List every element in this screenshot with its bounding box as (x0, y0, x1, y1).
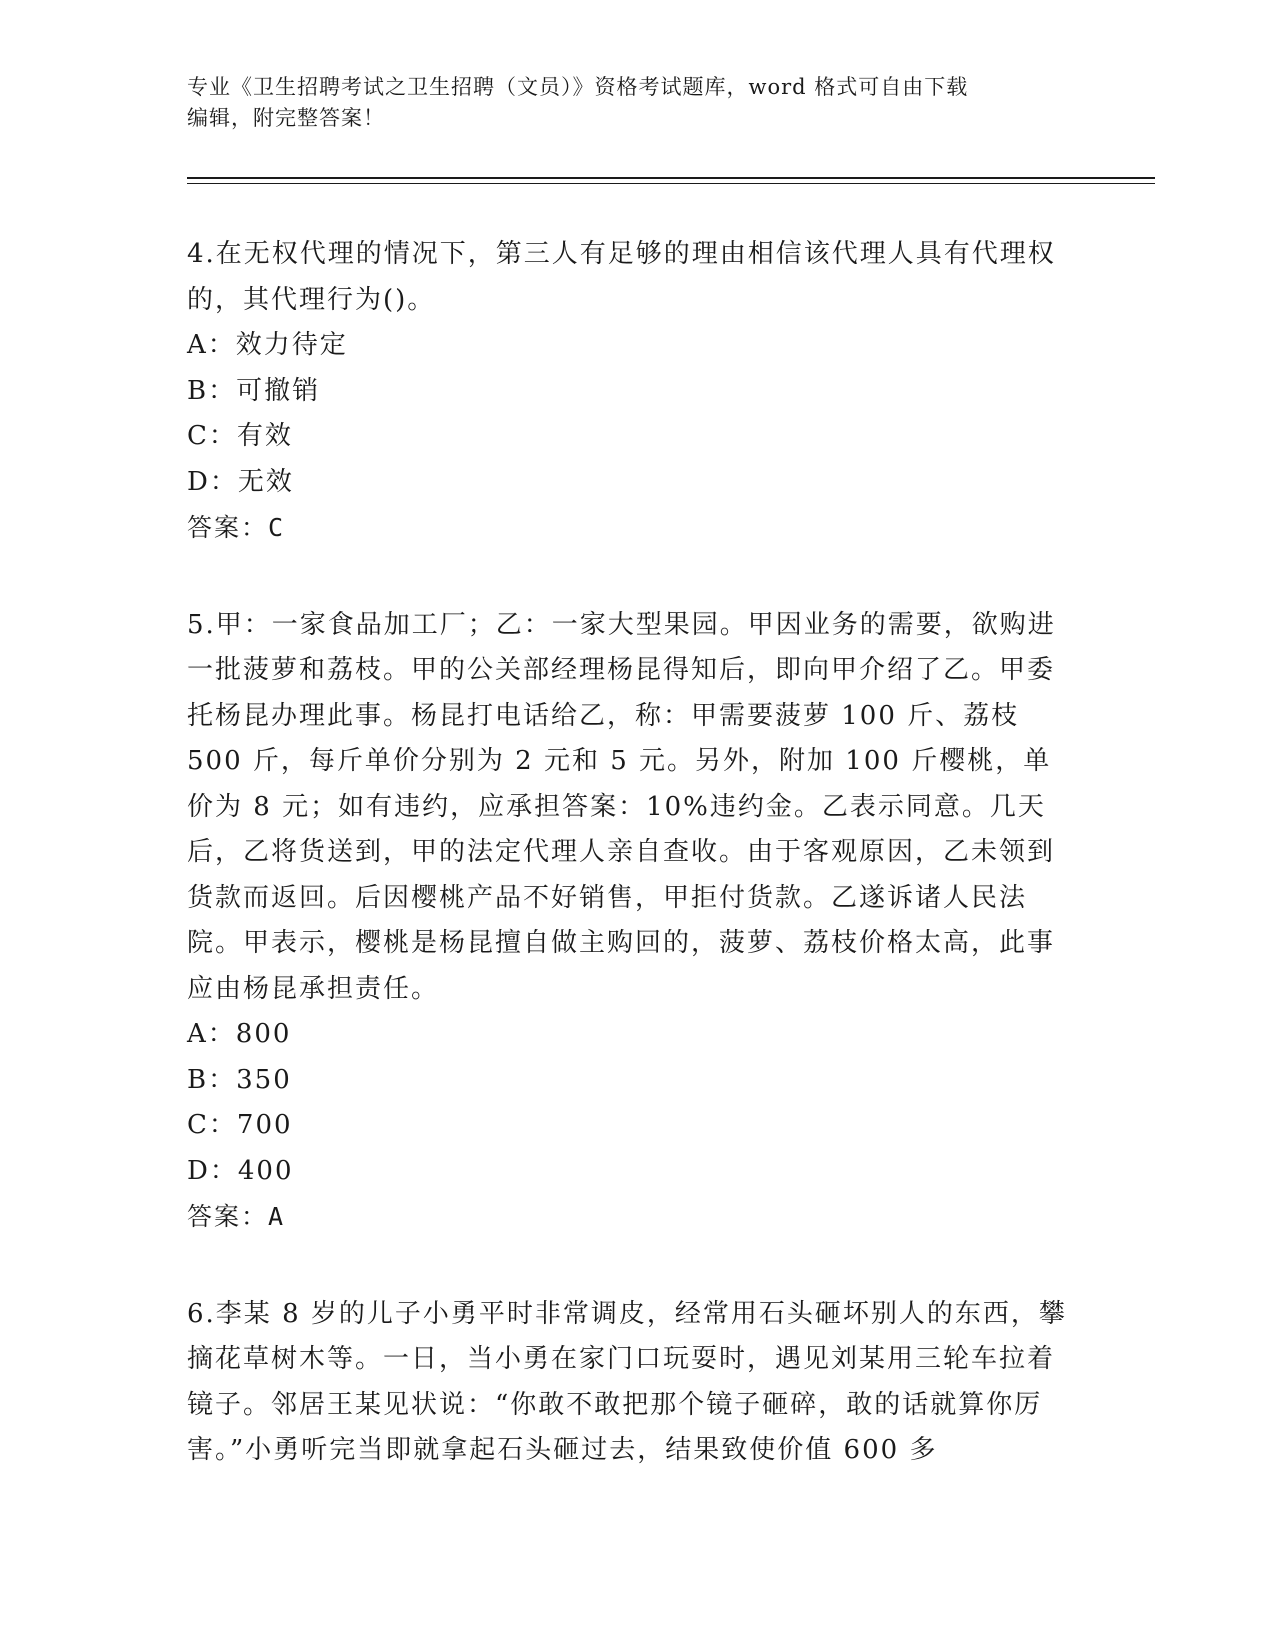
option-letter: B： (187, 1064, 237, 1095)
answer-line (187, 1194, 1067, 1240)
option-d (187, 1149, 1067, 1195)
header-divider-thin (187, 183, 1155, 184)
option-a (187, 1012, 1067, 1058)
answer-line (187, 505, 1067, 551)
answer-label: 答案： (187, 513, 269, 542)
header-line-2: 编辑，附完整答案！ (187, 106, 385, 130)
option-text: 400 (237, 1155, 294, 1186)
option-text: 有效 (236, 421, 293, 451)
option-letter: D： (187, 1155, 238, 1186)
option-c (187, 414, 1067, 460)
option-text: 700 (236, 1110, 293, 1140)
answer-label: 答案： (187, 1202, 269, 1231)
option-b (187, 369, 1067, 415)
option-text: 350 (236, 1064, 292, 1095)
option-letter: C： (187, 1110, 237, 1140)
option-text: 800 (235, 1019, 292, 1049)
page-header (187, 72, 1067, 134)
option-text: 可撤销 (236, 375, 321, 406)
option-d (187, 460, 1067, 506)
header-divider-thick (187, 177, 1155, 179)
answer-value: C (268, 513, 286, 542)
question-6 (187, 1292, 1067, 1474)
option-text: 无效 (237, 466, 294, 497)
option-text: 效力待定 (235, 330, 348, 360)
answer-value: A (268, 1202, 286, 1231)
option-letter: D： (187, 466, 238, 497)
question-list (187, 232, 1067, 1526)
question-4 (187, 232, 1067, 551)
option-letter: A： (187, 1019, 236, 1049)
option-c (187, 1103, 1067, 1149)
option-letter: C： (187, 421, 237, 451)
option-letter: A： (187, 330, 236, 360)
question-stem: 4.在无权代理的情况下，第三人有足够的理由相信该代理人具有代理权的，其代理行为()。 (187, 239, 1056, 315)
question-stem: 5.甲：一家食品加工厂；乙：一家大型果园。甲因业务的需要，欲购进一批菠萝和荔枝。甲的公关部经理杨昆得知后，即向甲介绍了乙。甲委托杨昆办理此事。杨昆打电话给乙，称：甲需要菠萝 100 斤、荔枝 500 斤，每斤单价分别为 2 元和 5 元。另外，附加 100 斤樱桃，单价为 8 元；如有违约，应承担答案：10%违约金。乙表示同意。几天后，乙将货送到，甲的法定代理人亲自查收。由于客观原因，乙未领到货款而返回。后因樱桃产品不好销售，甲拒付货款。乙遂诉诸人民法院。甲表示，樱桃是杨昆擅自做主购回的，菠萝、荔枝价格太高，此事应由杨昆承担责任。 (187, 609, 1056, 1004)
header-line-1: 专业《卫生招聘考试之卫生招聘（文员）》资格考试题库，word 格式可自由下载 (187, 75, 969, 99)
option-a (187, 323, 1067, 369)
question-5 (187, 603, 1067, 1240)
option-b (187, 1058, 1067, 1104)
option-letter: B： (187, 375, 237, 406)
question-stem: 6.李某 8 岁的儿子小勇平时非常调皮，经常用石头砸坏别人的东西，攀摘花草树木等。一日，当小勇在家门口玩耍时，遇见刘某用三轮车拉着镜子。邻居王某见状说：“你敢不敢把那个镜子砸碎，敢的话就算你厉害。”小勇听完当即就拿起石头砸过去，结果致使价值 600 多 (187, 1298, 1067, 1465)
